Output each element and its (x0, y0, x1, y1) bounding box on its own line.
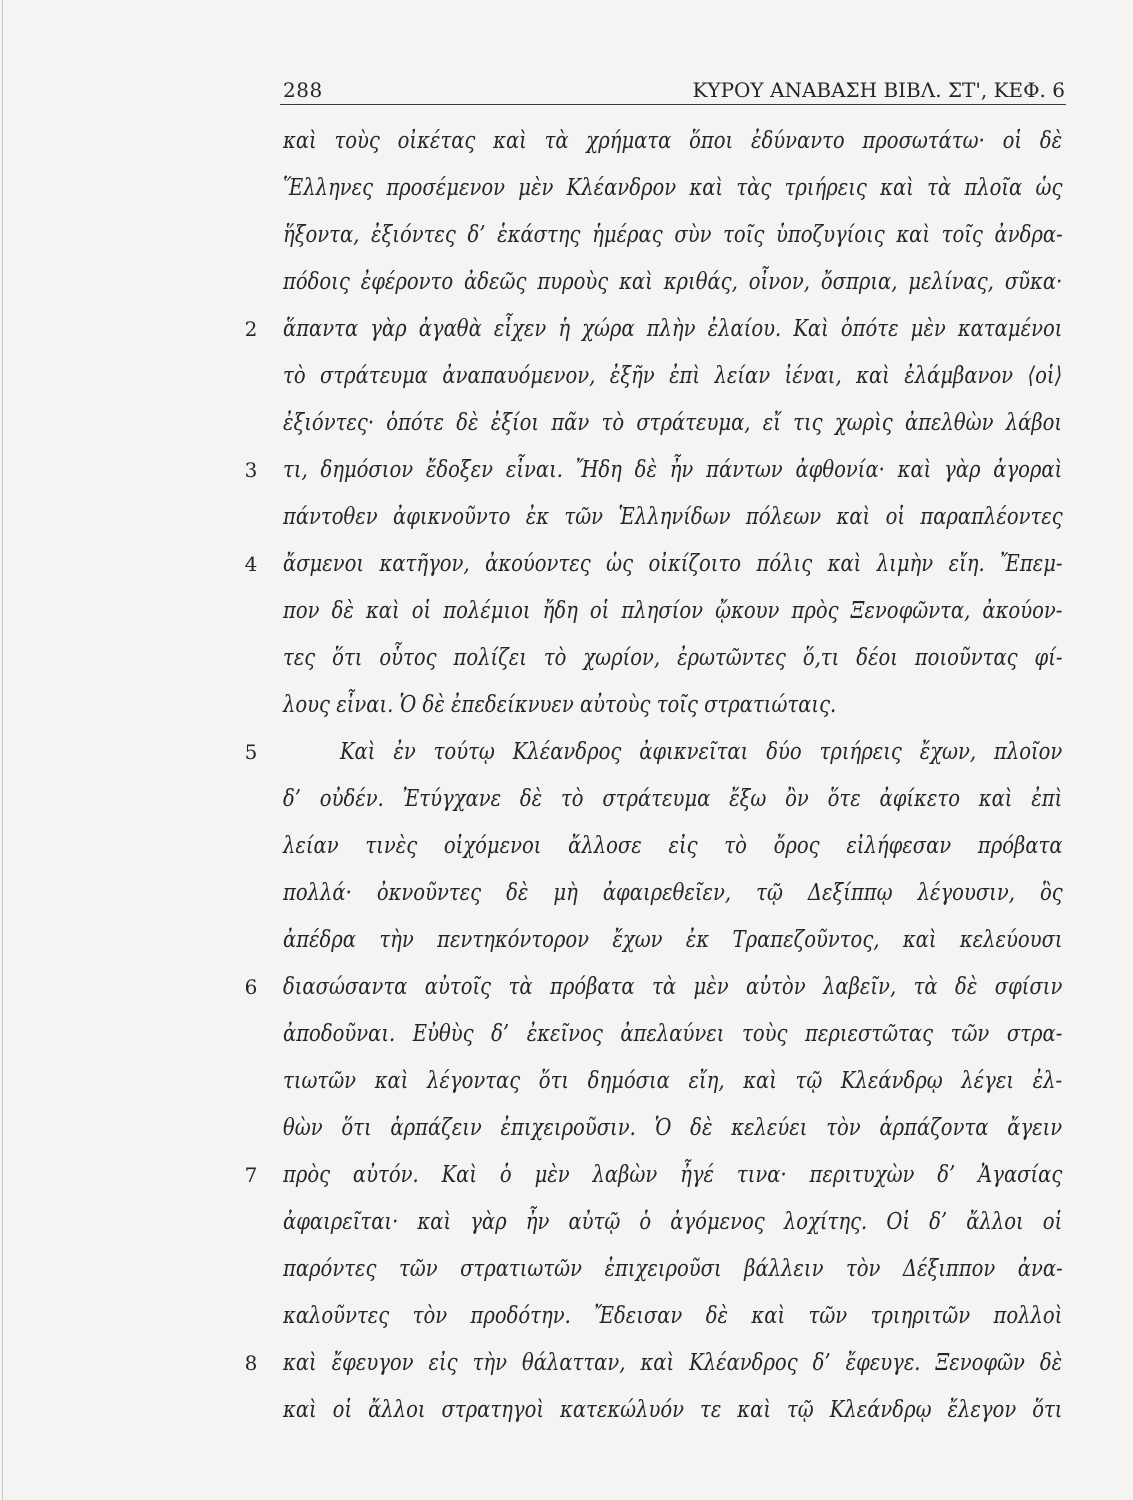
text-line (283, 1011, 1063, 1058)
section-number: 5 (244, 740, 258, 764)
text-line (283, 1105, 1063, 1152)
text-line (283, 635, 1063, 682)
text-line (244, 447, 1063, 494)
text-line (283, 1293, 1063, 1340)
line-text: Ἕλληνες προσέμενον μὲν Κλέανδρον καὶ τὰς τριήρεις καὶ τὰ πλοῖα ὡς (283, 175, 1063, 201)
line-text: πόδοις ἐφέροντο ἀδεῶς πυροὺς καὶ κριθάς, οἶνον, ὄσπρια, μελίνας, σῦκα· (283, 269, 1063, 295)
section-number: 7 (244, 1163, 258, 1187)
text-line (244, 1340, 1063, 1387)
section-number: 3 (244, 458, 258, 482)
text-line (283, 259, 1063, 306)
line-text: ἥξοντα, ἐξιόντες δ’ ἑκάστης ἡμέρας σὺν τοῖς ὑποζυγίοις καὶ τοῖς ἀνδρα- (283, 222, 1063, 248)
line-text: διασώσαντα αὐτοῖς τὰ πρόβατα τὰ μὲν αὐτὸν λαβεῖν, τὰ δὲ σφίσιν (283, 974, 1063, 1000)
text-line (283, 917, 1063, 964)
line-text: θὼν ὅτι ἁρπάζειν ἐπιχειροῦσιν. Ὁ δὲ κελεύει τὸν ἁρπάζοντα ἄγειν (283, 1115, 1063, 1141)
section-number: 8 (244, 1351, 258, 1375)
text-line (283, 1058, 1063, 1105)
line-text: καὶ ἔφευγον εἰς τὴν θάλατταν, καὶ Κλέανδρος δ’ ἔφευγε. Ξενοφῶν δὲ (283, 1350, 1063, 1376)
text-line (283, 823, 1063, 870)
text-line (283, 588, 1063, 635)
section-number: 2 (244, 317, 258, 341)
section-number: 6 (244, 975, 258, 999)
line-text: καλοῦντες τὸν προδότην. Ἔδεισαν δὲ καὶ τῶν τριηριτῶν πολλοὶ (283, 1303, 1063, 1329)
line-text: καὶ οἱ ἄλλοι στρατηγοὶ κατεκώλυόν τε καὶ τῷ Κλεάνδρῳ ἔλεγον ὅτι (283, 1397, 1063, 1423)
line-text: λείαν τινὲς οἰχόμενοι ἄλλοσε εἰς τὸ ὄρος εἰλήφεσαν πρόβατα (283, 833, 1063, 859)
line-text: ἀποδοῦναι. Εὐθὺς δ’ ἐκεῖνος ἀπελαύνει τοὺς περιεστῶτας τῶν στρα- (283, 1021, 1063, 1047)
text-line (283, 212, 1063, 259)
line-text: πρὸς αὐτόν. Καὶ ὁ μὲν λαβὼν ἦγέ τινα· περιτυχὼν δ’ Ἀγασίας (283, 1162, 1063, 1188)
text-line (244, 964, 1063, 1011)
line-text: ἀφαιρεῖται· καὶ γὰρ ἦν αὐτῷ ὁ ἀγόμενος λοχίτης. Οἱ δ’ ἄλλοι οἱ (283, 1209, 1063, 1235)
text-body (244, 118, 1063, 1434)
line-text: πάντοθεν ἀφικνοῦντο ἐκ τῶν Ἑλληνίδων πόλεων καὶ οἱ παραπλέοντες (283, 504, 1063, 530)
line-text: πολλά· ὀκνοῦντες δὲ μὴ ἀφαιρεθεῖεν, τῷ Δεξίππῳ λέγουσιν, ὃς (283, 880, 1063, 906)
text-line (244, 541, 1063, 588)
line-text: τες ὅτι οὗτος πολίζει τὸ χωρίον, ἐρωτῶντες ὅ,τι δέοι ποιοῦντας φί- (283, 645, 1063, 671)
text-line (283, 1199, 1063, 1246)
line-text: καὶ τοὺς οἰκέτας καὶ τὰ χρήματα ὅποι ἐδύναντο προσωτάτω· οἱ δὲ (283, 128, 1063, 154)
line-text: τιωτῶν καὶ λέγοντας ὅτι δημόσια εἴη, καὶ τῷ Κλεάνδρῳ λέγει ἐλ- (283, 1068, 1063, 1094)
text-line (283, 118, 1063, 165)
text-line (283, 776, 1063, 823)
text-line (283, 1387, 1063, 1434)
line-text: πον δὲ καὶ οἱ πολέμιοι ἤδη οἱ πλησίον ᾤκουν πρὸς Ξενοφῶντα, ἀκούον- (283, 598, 1063, 624)
line-text: ἄσμενοι κατῆγον, ἀκούοντες ὡς οἰκίζοιτο πόλις καὶ λιμὴν εἴη. Ἔπεμ- (283, 551, 1063, 577)
line-text: λους εἶναι. Ὁ δὲ ἐπεδείκνυεν αὐτοὺς τοῖς στρατιώταις. (283, 692, 837, 718)
running-head (283, 77, 1065, 103)
text-line (283, 494, 1063, 541)
text-line (283, 870, 1063, 917)
line-text: ἅπαντα γὰρ ἀγαθὰ εἶχεν ἡ χώρα πλὴν ἐλαίου. Καὶ ὁπότε μὲν καταμένοι (283, 316, 1063, 342)
line-text: ἐξιόντες· ὁπότε δὲ ἐξίοι πᾶν τὸ στράτευμα, εἴ τις χωρὶς ἀπελθὼν λάβοι (283, 410, 1063, 436)
line-text: Καὶ ἐν τούτῳ Κλέανδρος ἀφικνεῖται δύο τριήρεις ἔχων, πλοῖον (339, 739, 1063, 765)
text-line (283, 353, 1063, 400)
text-line (283, 400, 1063, 447)
running-title: ΚΥΡΟΥ ΑΝΑΒΑΣΗ ΒΙΒΛ. ΣΤ', ΚΕΦ. 6 (692, 78, 1065, 102)
page-edge (2, 0, 3, 1500)
text-line (283, 682, 1063, 729)
text-line (244, 729, 1063, 776)
text-line (244, 1152, 1063, 1199)
line-text: δ’ οὐδέν. Ἐτύγχανε δὲ τὸ στράτευμα ἔξω ὂν ὅτε ἀφίκετο καὶ ἐπὶ (283, 786, 1063, 812)
text-line (283, 165, 1063, 212)
section-number: 4 (244, 552, 258, 576)
text-line (244, 306, 1063, 353)
line-text: τι, δημόσιον ἔδοξεν εἶναι. Ἤδη δὲ ἦν πάντων ἀφθονία· καὶ γὰρ ἀγοραὶ (283, 457, 1063, 483)
line-text: ἀπέδρα τὴν πεντηκόντορον ἔχων ἐκ Τραπεζοῦντος, καὶ κελεύουσι (283, 927, 1063, 953)
header-rule (280, 104, 1066, 105)
line-text: παρόντες τῶν στρατιωτῶν ἐπιχειροῦσι βάλλειν τὸν Δέξιππον ἀνα- (283, 1256, 1063, 1282)
text-line (283, 1246, 1063, 1293)
page-number: 288 (283, 78, 323, 102)
line-text: τὸ στράτευμα ἀναπαυόμενον, ἐξῆν ἐπὶ λείαν ἰέναι, καὶ ἐλάμβανον ⟨οἱ⟩ (283, 363, 1063, 389)
